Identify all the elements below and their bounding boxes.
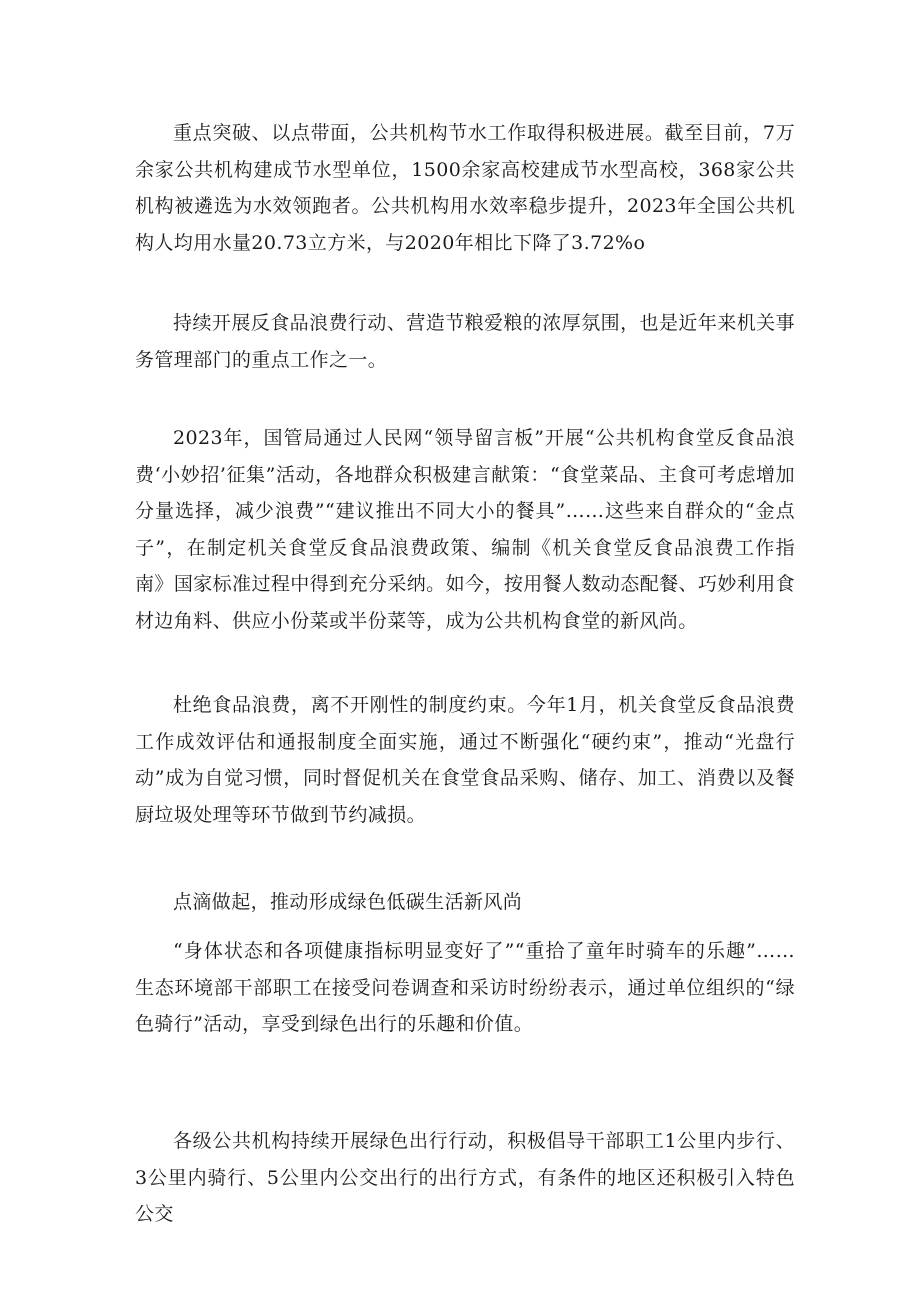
paragraph-green-cycling: “身体状态和各项健康指标明显变好了”“重拾了童年时骑车的乐趣”……生态环境部干部职工在接受问卷调查和采访时纷纷表示，通过单位组织的“绿色骑行”活动，享受到绿色出行的乐趣和价值。: [135, 940, 795, 1036]
paragraph-institutional-constraint: 杜绝食品浪费，离不开刚性的制度约束。今年1月，机关食堂反食品浪费工作成效评估和通报制度全面实施，通过不断强化“硬约束”，推动“光盘行动”成为自觉习惯，同时督促机关在食堂食品采购、储存、加工、消费以及餐厨垃圾处理等环节做到节约减损。: [135, 694, 795, 826]
paragraph-green-travel: 各级公共机构持续开展绿色出行行动，积极倡导干部职工1公里内步行、3公里内骑行、5公里内公交出行的出行方式，有条件的地区还积极引入特色公交: [135, 1130, 795, 1226]
paragraph-anti-food-waste: 持续开展反食品浪费行动、营造节粮爱粮的浓厚氛围，也是近年来机关事务管理部门的重点工作之一。: [135, 312, 795, 371]
section-subheading: 点滴做起，推动形成绿色低碳生活新风尚: [173, 891, 523, 913]
paragraph-water-saving: 重点突破、以点带面，公共机构节水工作取得积极进展。截至目前，7万余家公共机构建成节水型单位，1500余家高校建成节水型高校，368家公共机构被遴选为水效领跑者。公共机构用水效率稳步提升，2023年全国公共机构人均用水量20.73立方米，与2020年相比下降了3.72%o: [135, 122, 795, 254]
paragraph-message-board: 2023年，国管局通过人民网“领导留言板”开展“公共机构食堂反食品浪费‘小妙招’征集”活动，各地群众积极建言献策：“食堂菜品、主食可考虑增加分量选择，减少浪费”“建议推出不同大小的餐具”……这些来自群众的“金点子”，在制定机关食堂反食品浪费政策、编制《机关食堂反食品浪费工作指南》国家标准过程中得到充分采纳。如今，按用餐人数动态配餐、巧妙利用食材边角料、供应小份菜或半份菜等，成为公共机构食堂的新风尚。: [135, 427, 795, 632]
